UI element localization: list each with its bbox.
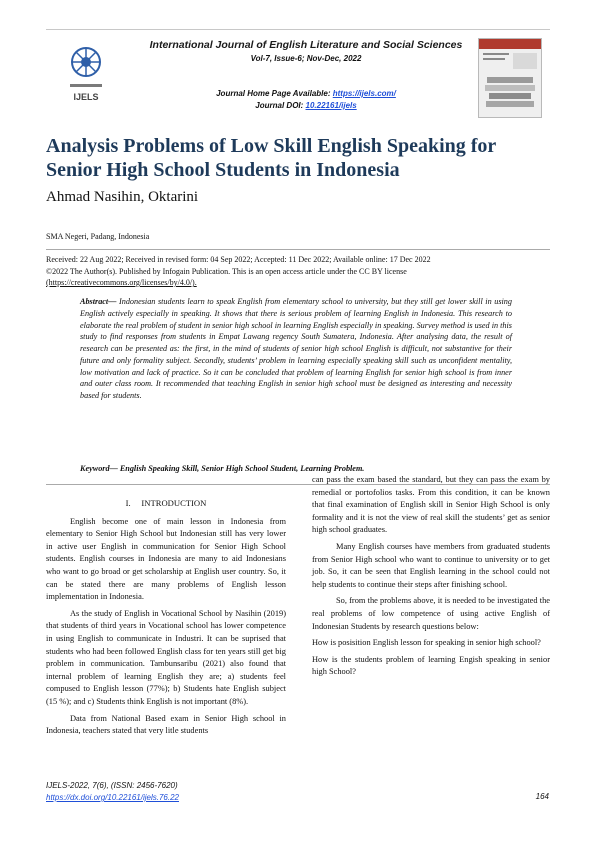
citation-text: IJELS-2022, 7(6), (ISSN: 2456-7620) [46,781,178,790]
paragraph: Many English courses have members from graduated students from Senior High school who want to continue to university or to get job. So, it can be seen that English learning in the school could not help students to continue their steps after finishing school. [312,541,550,589]
paragraph: can pass the exam based the standard, but they can pass the exam by remedial or portofolios tasks. From this condition, it can be known that final examination of English skill in Senior High School is only formality and it is not the view of real skill the students’ get as senior high school graduates. [312,475,550,535]
author-affiliation: SMA Negeri, Padang, Indonesia [46,232,150,241]
keyword-label: Keyword [80,464,110,473]
research-question: How is the students problem of learning Engish speaking in senior high School? [312,654,550,677]
article-dates [46,254,431,289]
keyword-list: English Speaking Skill, Senior High School Student, Learning Problem. [119,464,365,473]
article-title: Analysis Problems of Low Skill English Speaking for Senior High School Students in Indonesia [46,135,496,181]
page-number: 164 [535,792,549,801]
section-heading [46,497,286,510]
doi-link[interactable]: 10.22161/ijels [305,101,357,110]
license-line: ©2022 The Author(s). Published by Infogain Publication. This is an open access article under the CC BY license [46,266,407,276]
journal-homepage [141,89,471,98]
research-question: How is posisition English lesson for speaking in senior high school? [312,638,541,648]
article-authors: Ahmad Nasihin, Oktarini [46,189,199,205]
right-column [312,474,550,683]
journal-doi [141,101,471,110]
journal-volume: Vol-7, Issue-6; Nov-Dec, 2022 [250,54,362,63]
svg-text:IJELS: IJELS [73,92,99,102]
abstract-text: Indonesian students learn to speak English from elementary school to university, but they still get lower skill in using English actively especially in speaking. It shows that there is serious problem of learning English in Indonesia. This research to elaborate the real problem of student in senior high school in learning English especially in speaking. Survey method is used in this study to find responses from students in Empat Lawang regency South Sumatera, Indonesia. After analysing data, the result of research can be presented as: the first, in the mind of students of senior high school English is difficult, not substantive for their future and only formality subject. Secondly, students’ problem in learning especially speaking skill such as unconfident mentality, low motivation and lack of practice. So it can be concluded that problem of learning English for senior high school is from inner and outer class room. It recommended that teaching English in senior high school must be designed as interesting and necessity based for students. [80,297,512,400]
abstract: Abstract— Indonesian students learn to speak English from elementary school to university, but they still get lower skill in using English actively especially in speaking. It shows that there is serious problem of learning English in Indonesia. This research to elaborate the real problem of student in senior high school in learning English especially in speaking. Survey method is used in this study to find responses from students in Empat Lawang regency South Sumatera, Indonesia. After analysing data, the result of research can be presented as: the first, in the mind of students of senior high school English is difficult, not substantive for their future and only formality subject. Secondly, students’ problem in learning especially speaking skill such as unconfident mentality, low motivation and lack of practice. So it can be concluded that problem of learning English for senior high school is from inner and outer class room. It recommended that teaching English in senior high school must be designed as interesting and necessity based for students. [80,297,512,400]
doi-footer-link[interactable]: https://dx.doi.org/10.22161/ijels.76.22 [46,793,179,802]
received-dates: Received: 22 Aug 2022; Received in revised form: 04 Sep 2022; Accepted: 11 Dec 2022; Available online: 17 Dec 2022 [46,255,431,264]
license-link[interactable]: (https://creativecommons.org/licenses/by/4.0/). [46,278,197,287]
paragraph: As the study of English in Vocational School by Nasihin (2019) that students of third years in Vocational school has lower competence in using English to communicate in Industri. It can be suprised that students who had been followed English class for ten years still get big problem in communication. Tambunsaribu (2021) also found that internal problem of learning English they are; a) students feel compused to English lesson (77%); b) Students hate English subject (15 %); and c) Students think English is not important (8%). [46,608,286,706]
paragraph: English become one of main lesson in Indonesia from elementary to Senior High School but Indonesian still has very lower in active user English in communication for Senior High School students. English courses in Indonesia are many to aid Indonesians who want to go broad or get scholarship at English user country. So, it can be stated there are many problems of English lesson implementation in Indonesia. [46,516,286,602]
journal-name: International Journal of English Literature and Social Sciences [149,39,463,51]
divider [46,249,550,250]
footer-citation [46,780,179,804]
section-title: INTRODUCTION [141,498,207,508]
journal-cover-image [478,38,542,118]
abstract-label: Abstract [80,297,109,306]
journal-header [46,29,550,121]
paragraph: Data from National Based exam in Senior High school in Indonesia, teachers stated that very litle students [46,713,286,736]
doi-label: Journal DOI: [255,101,306,110]
paragraph: So, from the problems above, it is needed to be investigated the real problems of low competence of using active English of Indonesian Students by research questions below: [312,596,550,631]
homepage-label: Journal Home Page Available: [216,89,333,98]
keywords: Keyword— English Speaking Skill, Senior High School Student, Learning Problem. [80,464,365,473]
journal-logo-icon [62,40,110,110]
homepage-link[interactable]: https://ijels.com/ [332,89,396,98]
section-number: I. [125,498,131,508]
left-column [46,497,286,742]
